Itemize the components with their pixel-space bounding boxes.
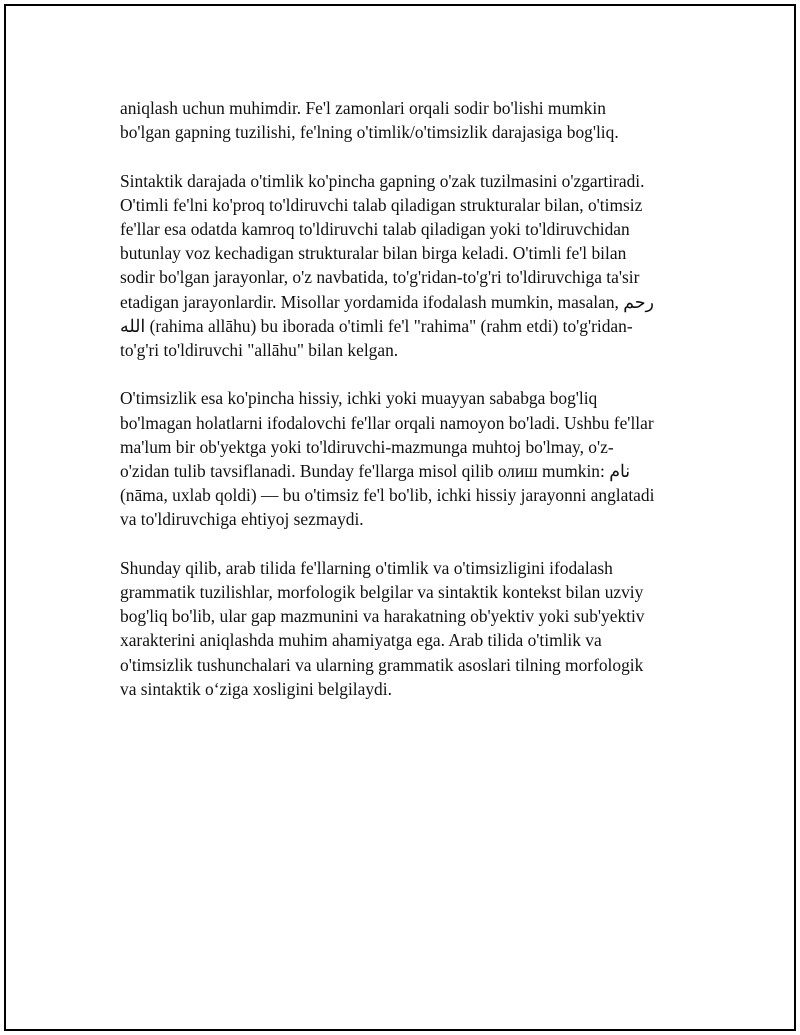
paragraph-3: O'timsizlik esa ko'pincha hissiy, ichki yoki muayyan sababga bog'liq bo'lmagan holatlarni ifodalovchi fe'llar orqali namoyon bo'ladi. Ushbu fe'llar ma'lum bir ob'yektga yoki to'ldiruvchi-mazmunga muhtoj bo'lmay, o'z- o'zidan tulib tavsiflanadi. Bunday fe'llarga misol qilib олиш mumkin: نام (nāma, uxlab qoldi) — bu o'timsiz fe'l bo'lib, ichki hissiy jarayonni anglatadi va to'ldiruvchiga ehtiyoj sezmaydi.: [120, 388, 655, 530]
paragraph-4: Shunday qilib, arab tilida fe'llarning o'timlik va o'timsizligini ifodalash grammatik tuzilishlar, morfologik belgilar va sintaktik kontekst bilan uzviy bog'liq bo'lib, ular gap mazmunini va harakatning ob'yektiv yoki sub'yektiv xarakterini aniqlashda muhim ahamiyatga ega. Arab tilida o'timlik va o'timsizlik tushunchalari va ularning grammatik asoslari tilning morfologik va sintaktik oʻziga xosligini belgilaydi.: [120, 557, 645, 699]
paragraph-2: Sintaktik darajada o'timlik ko'pincha gapning o'zak tuzilmasini o'zgartiradi. O'timli fe'lni ko'proq to'ldiruvchi talab qiladigan strukturalar bilan, o'timsiz fe'llar esa odatda kamroq to'ldiruvchi talab qiladigan yoki to'ldiruvchidan butunlay voz kechadigan strukturalar bilan birga keladi. O'timli fe'l bilan sodir bo'lgan jarayonlar, o'z navbatida, to'g'ridan-to'g'ri to'ldiruvchiga ta'sir etadigan jarayonlardir. Misollar yordamida ifodalash mumkin, masalan, رحم الله (rahima allāhu) bu iborada o'timli fe'l "rahima" (rahm etdi) to'g'ridan- to'g'ri to'ldiruvchi "allāhu" bilan kelgan.: [120, 170, 654, 361]
page-frame: [4, 4, 796, 1031]
document-body: [120, 96, 694, 725]
paragraph-1: aniqlash uchun muhimdir. Fe'l zamonlari orqali sodir bo'lishi mumkin bo'lgan gapning tuzilishi, fe'lning o'timlik/o'timsizlik darajasiga bog'liq.: [120, 98, 619, 143]
